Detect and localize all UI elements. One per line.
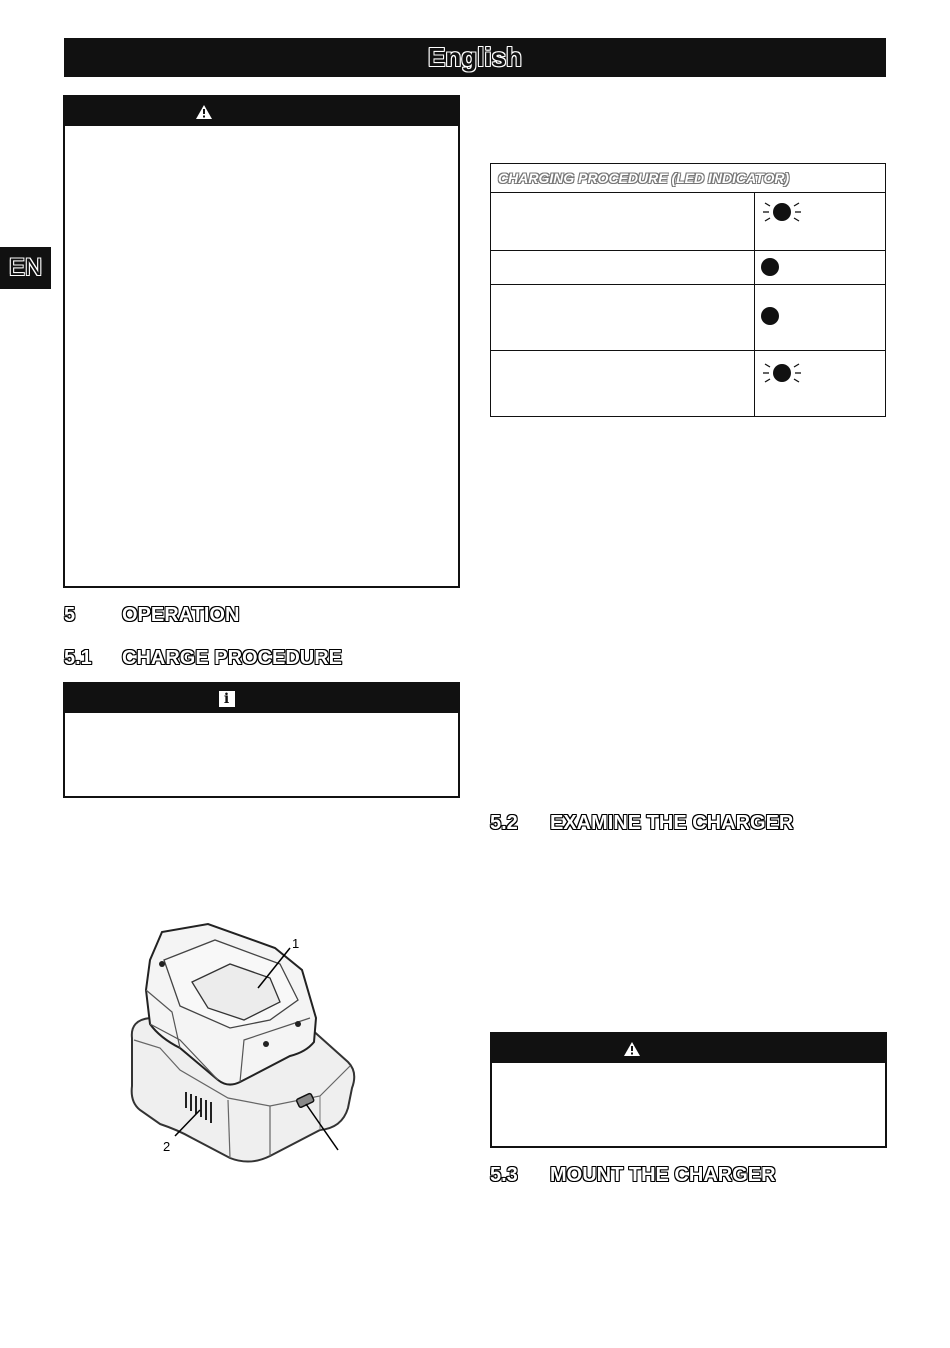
- section-5-3-heading: [490, 1164, 886, 1190]
- table-cell-indicator: [755, 251, 886, 285]
- led-blinking-icon: [759, 360, 805, 386]
- table-cell-description: [491, 251, 755, 285]
- info-box: [63, 682, 460, 798]
- charger-figure: [120, 920, 360, 1170]
- warning-box-top: [63, 95, 460, 588]
- language-header-bar: [64, 38, 886, 77]
- section-number: 5.3: [490, 1164, 518, 1186]
- language-tab-label: EN: [8, 254, 43, 281]
- table-cell-description: [491, 193, 755, 251]
- table-row: [491, 193, 886, 251]
- section-title: MOUNT THE CHARGER: [550, 1164, 776, 1186]
- header-title: English: [428, 42, 522, 72]
- table-cell-description: [491, 285, 755, 351]
- warning-box-top-header: [65, 97, 458, 126]
- section-number: 5.1: [64, 647, 92, 669]
- section-title: CHARGE PROCEDURE: [122, 647, 343, 669]
- language-side-tab: [0, 247, 51, 289]
- warning-box-right: [490, 1032, 887, 1148]
- led-solid-icon: [760, 306, 780, 326]
- info-box-header: [65, 684, 458, 713]
- callout-2: 2: [163, 1139, 171, 1154]
- led-blinking-icon: [759, 199, 805, 225]
- section-number: 5.2: [490, 812, 518, 834]
- led-indicator-table: [490, 163, 886, 417]
- warning-triangle-icon: [196, 105, 212, 119]
- callout-1: 1: [292, 936, 300, 951]
- table-cell-indicator: [755, 351, 886, 417]
- section-number: 5: [64, 604, 76, 626]
- section-5-1-heading: [64, 647, 460, 673]
- table-row: [491, 351, 886, 417]
- table-cell-indicator: [755, 193, 886, 251]
- section-5-heading: [64, 604, 460, 630]
- info-icon: i: [219, 691, 235, 707]
- section-title: EXAMINE THE CHARGER: [550, 812, 794, 834]
- table-header-row: [491, 164, 886, 193]
- section-title: OPERATION: [122, 604, 240, 626]
- led-solid-icon: [760, 257, 780, 277]
- battery-charger-illustration: [120, 920, 360, 1170]
- table-header-cell: CHARGING PROCEDURE (LED INDICATOR): [491, 164, 886, 193]
- table-cell-description: [491, 351, 755, 417]
- table-row: [491, 285, 886, 351]
- table-cell-indicator: [755, 285, 886, 351]
- warning-box-right-header: [492, 1034, 885, 1063]
- section-5-2-heading: [490, 812, 886, 838]
- table-row: [491, 251, 886, 285]
- warning-triangle-icon: [624, 1042, 640, 1056]
